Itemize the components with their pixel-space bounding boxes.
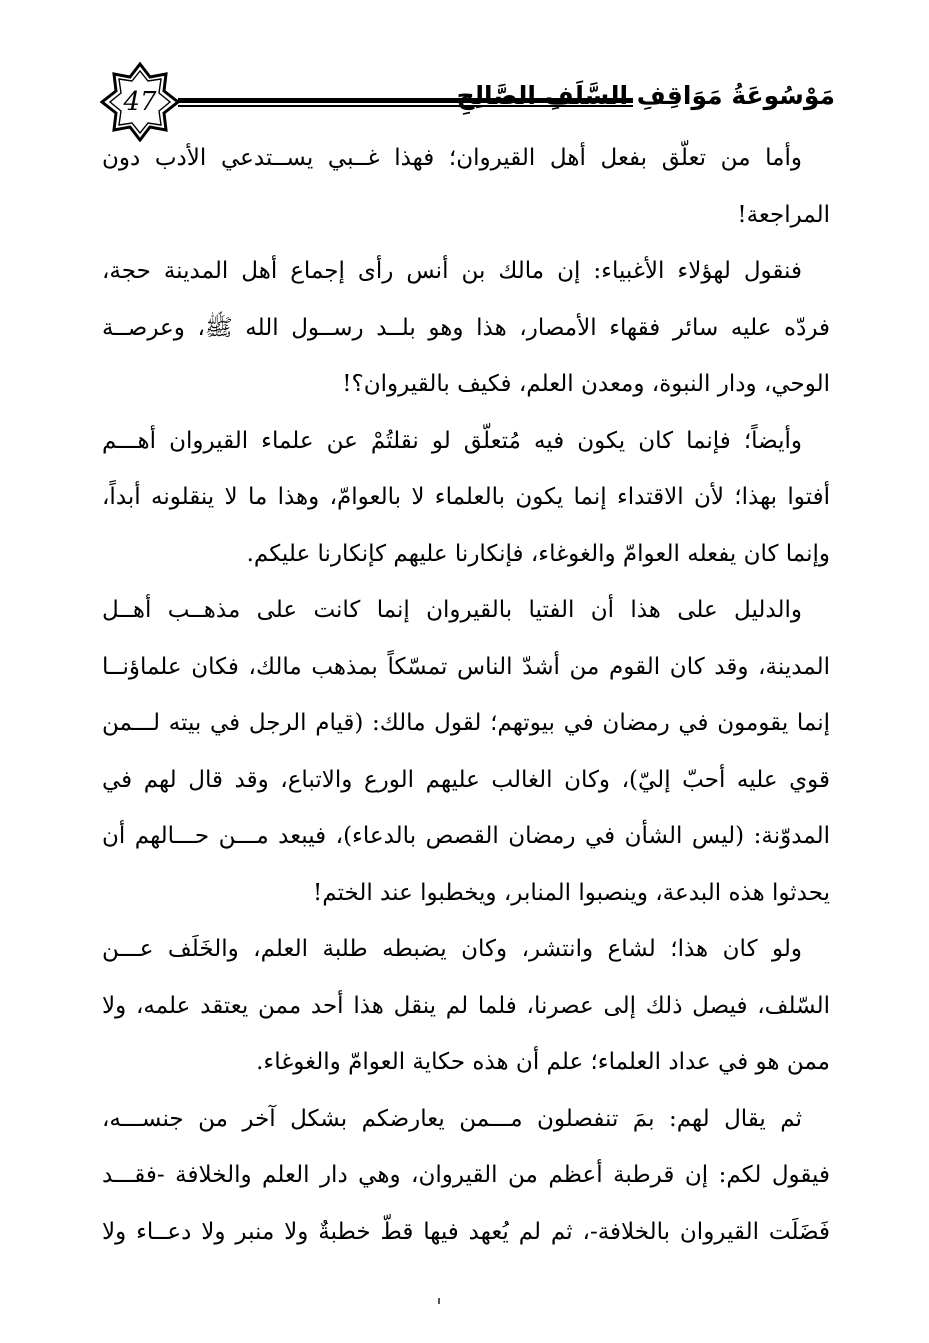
text-line: المدينة، وقد كان القوم من أشدّ الناس تمسّكاً بمذهب مالك، فكان علماؤنــا (102, 653, 830, 680)
text-line: المدوّنة: (ليس الشأن في رمضان القصص بالدعاء)، فيبعد مـــن حـــالهم أن (102, 823, 830, 849)
text-line: قوي عليه أحبّ إليّ)، وكان الغالب عليهم الورع والاتباع، وقد قال لهم في (102, 766, 830, 793)
text-line: فنقول لهؤلاء الأغبياء: إن مالك بن أنس رأى إجماع أهل المدينة حجة، (102, 258, 802, 284)
paragraph (102, 130, 830, 243)
paragraph (102, 921, 830, 1091)
body-text (102, 130, 830, 1260)
text-line: أفتوا بهذا؛ لأن الاقتداء إنما يكون بالعلماء لا بالعوامّ، وهذا ما لا ينقلونه أبداً، (102, 484, 830, 510)
paragraph (102, 582, 830, 921)
paragraph (102, 413, 830, 583)
scan-speck (438, 1298, 440, 1304)
text-line: يحدثوا هذه البدعة، وينصبوا المنابر، ويخطبوا عند الختم! (313, 879, 830, 906)
text-line: الوحي، ودار النبوة، ومعدن العلم، فكيف بالقيروان؟! (342, 371, 830, 397)
text-line: ثم يقال لهم: بمَ تنفصلون مـــمن يعارضكم بشكل آخر من جنســـه، (102, 1105, 802, 1132)
paragraph (102, 1091, 830, 1261)
text-line: إنما يقومون في رمضان في بيوتهم؛ لقول مالك: (قيام الرجل في بيته لـــمن (102, 710, 830, 736)
page-number: 47 (123, 87, 157, 117)
paragraph (102, 243, 830, 413)
text-line: فردّه عليه سائر فقهاء الأمصار، هذا وهو بلــد رســول الله ﷺ، وعرصــة (102, 314, 830, 341)
book-title: مَوْسُوعَةُ مَوَاقِفِ السَّلَفِ الصَّالِحِ (456, 81, 835, 110)
text-line: وأيضاً؛ فإنما كان يكون فيه مُتعلّق لو نقلتُمْ عن علماء القيروان أهـــم (102, 427, 802, 454)
text-line: ولو كان هذا؛ لشاع وانتشر، وكان يضبطه طلبة العلم، والخَلَف عـــن (102, 936, 802, 962)
text-line: وأما من تعلّق بفعل أهل القيروان؛ فهذا غــبي يســتدعي الأدب دون (102, 145, 802, 171)
text-line: المراجعة! (737, 201, 830, 228)
text-line: والدليل على هذا أن الفتيا بالقيروان إنما كانت على مذهــب أهــل (102, 597, 802, 623)
text-line: وإنما كان يفعله العوامّ والغوغاء، فإنكارنا عليهم كإنكارنا عليكم. (246, 540, 830, 567)
text-line: فيقول لكم: إن قرطبة أعظم من القيروان، وهي دار العلم والخلافة -فقـــد (102, 1162, 830, 1188)
text-line: ممن هو في عداد العلماء؛ علم أن هذه حكاية العوامّ والغوغاء. (256, 1049, 830, 1075)
text-line: السّلف، فيصل ذلك إلى عصرنا، فلما لم ينقل هذا أحد ممن يعتقد علمه، ولا (102, 992, 830, 1019)
text-line: فَضَلَت القيروان بالخلافة-، ثم لم يُعهد فيها قطّ خطبةٌ ولا منبر ولا دعــاء ولا (102, 1218, 830, 1245)
